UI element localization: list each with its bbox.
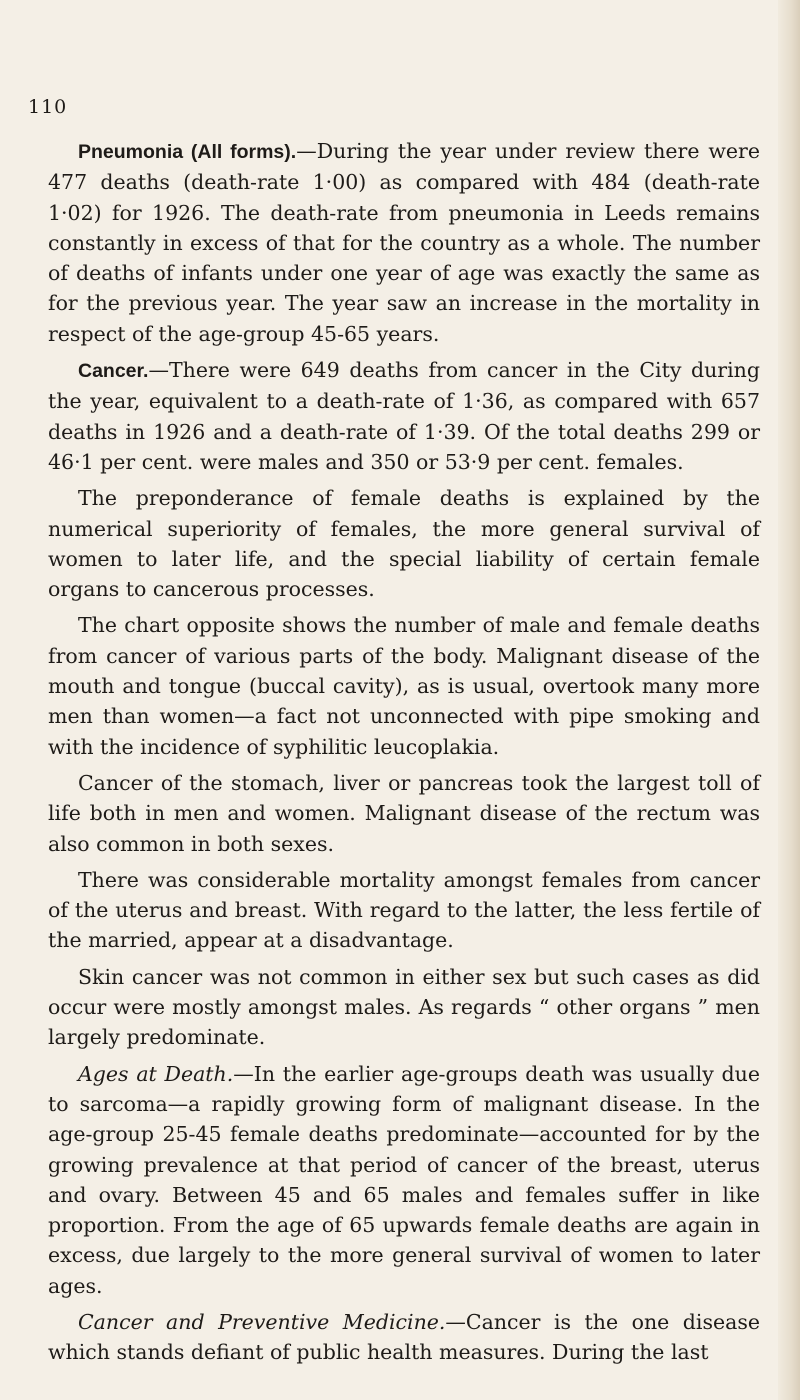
heading-cancer: Cancer. xyxy=(78,360,149,383)
paragraph-preponderance xyxy=(48,483,760,604)
paragraph-skin-cancer xyxy=(48,962,760,1053)
document-body xyxy=(48,136,760,1374)
paragraph-text: The preponderance of female deaths is explained by the numerical superiority of females, the more general survival of women to later life, and the special liability of certain female organs to cancerous processes. xyxy=(48,486,760,602)
paragraph-text: The chart opposite shows the number of male and female deaths from cancer of various parts of the body. Malignant disease of the mouth and tongue (buccal cavity), as is usual, overtook many more men than women—a fact not unconnected with pipe smoking and with the incidence of syphilitic leucoplakia. xyxy=(48,613,760,759)
paragraph-uterus-breast xyxy=(48,865,760,956)
paragraph-text: —Cancer is the one disease which stands defiant of public health measures. During the last xyxy=(48,1309,760,1365)
paragraph-text: —There were 649 deaths from cancer in the City during the year, equivalent to a death-rate of 1·36, as compared with 657 deaths in 1926 and a death-rate of 1·39. Of the total deaths 299 or 46·1 per cent. were males and 350 or 53·9 per cent. females. xyxy=(48,358,760,474)
paragraph-text: Skin cancer was not common in either sex but such cases as did occur were mostly amongst males. As regards “ other organs ” men largely predominate. xyxy=(48,964,760,1050)
page-edge xyxy=(778,0,800,1400)
paragraph-ages-at-death xyxy=(48,1059,760,1301)
paragraph-stomach xyxy=(48,768,760,859)
paragraph-preventive-medicine xyxy=(48,1307,760,1368)
paragraph-chart-opposite xyxy=(48,610,760,761)
heading-pneumonia: Pneumonia (All forms). xyxy=(78,141,297,163)
paragraph-text: —During the year under review there were 477 deaths (death-rate 1·00) as compared with 484 (death-rate 1·02) for 1926. The death-rate from pneumonia in Leeds remains constantly in excess of that for the country as a whole. The number of deaths of infants under one year of age was exactly the same as for the previous year. The year saw an increase in the mortality in respect of the age-group 45-65 years. xyxy=(48,139,760,346)
heading-preventive-medicine: Cancer and Preventive Medicine. xyxy=(78,1309,446,1334)
paragraph-text: Cancer of the stomach, liver or pancreas took the largest toll of life both in men and women. Malignant disease of the rectum was also common in both sexes. xyxy=(48,770,760,856)
page-number: 110 xyxy=(28,96,68,118)
paragraph-text: —In the earlier age-groups death was usually due to sarcoma—a rapidly growing form of malignant disease. In the age-group 25-45 female deaths predominate—accounted for by the growing prevalence at that period of cancer of the breast, uterus and ovary. Between 45 and 65 males and females suffer in like proportion. From the age of 65 upwards female deaths are again in excess, due largely to the more general survival of women to later ages. xyxy=(48,1061,760,1298)
paragraph-pneumonia xyxy=(48,136,760,349)
paragraph-cancer xyxy=(48,355,760,477)
heading-ages-at-death: Ages at Death. xyxy=(78,1061,234,1086)
paragraph-text: There was considerable mortality amongst females from cancer of the uterus and breast. With regard to the latter, the less fertile of the married, appear at a disadvantage. xyxy=(48,867,760,953)
